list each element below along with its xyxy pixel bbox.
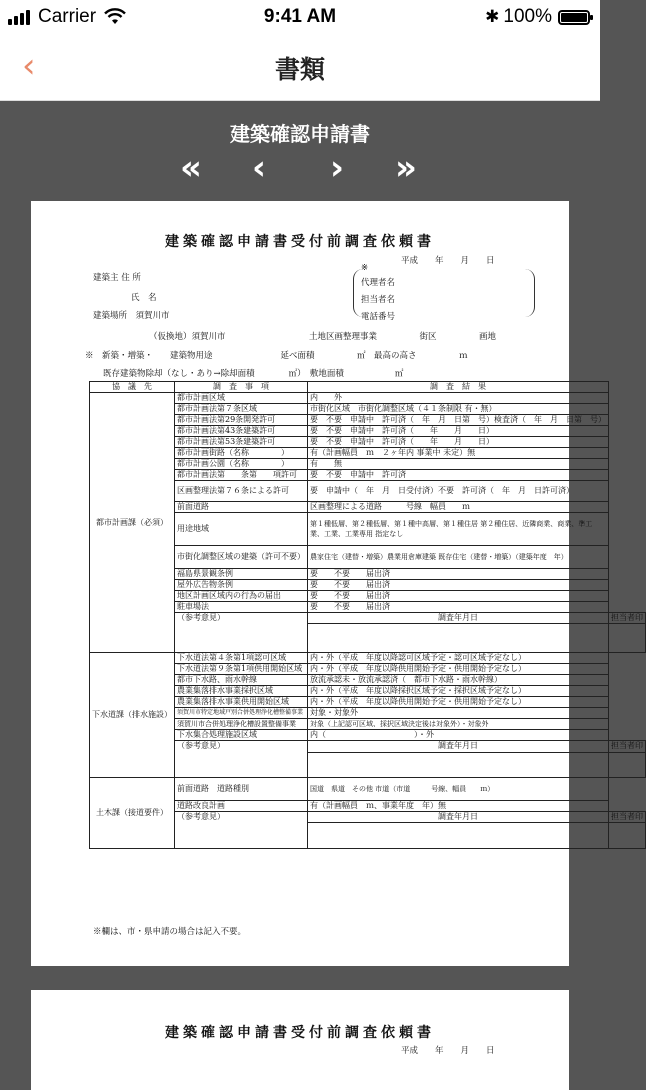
- header-item: 調 査 事 項: [175, 382, 308, 393]
- table-row: 土木課（接道要件） 前面道路 道路種別 国道 県道 その他 市道（市道 号線、幅員 ｍ）: [90, 778, 646, 801]
- header-dept: 協 議 先: [90, 382, 175, 393]
- table-row: 都市計画法第53条建築許可 要 不要 申請中 許可済（ 年 月 日）: [90, 437, 646, 448]
- page-navigator: [0, 148, 600, 192]
- back-button[interactable]: ‹: [22, 46, 36, 86]
- dept-city: 都市計画課（必須）: [90, 393, 175, 653]
- owner-name-label: 氏 名: [131, 293, 157, 303]
- use-row: ※ 新築・増築・ 建築物用途 延べ面積 ㎡ 最高の高さ ｍ: [85, 351, 468, 361]
- table-row: 地区計画区域内の行為の届出 要 不要 届出済: [90, 591, 646, 602]
- table-row: 都市計画法第７条区域 市街化区域 市街化調整区域（４１条制限 有・無）: [90, 404, 646, 415]
- last-page-button[interactable]: »: [395, 148, 417, 188]
- table-row: 道路改良計画 有（計画幅員 ｍ、事業年度 年）無: [90, 801, 646, 812]
- footnote: ※欄は、市・県申請の場合は記入不要。: [93, 927, 247, 937]
- form-title: 建築確認申請書受付前調査依頼書: [165, 234, 435, 250]
- demolish-row: 既存建築物除却（なし・あり→除却面積 ㎡） 敷地面積 ㎡: [103, 369, 404, 379]
- battery-area: [485, 6, 590, 28]
- dept-civil: 土木課（接道要件）: [90, 778, 175, 849]
- header-result: 調 査 結 果: [308, 382, 609, 393]
- table-row: 都市計画法第29条開発許可 要 不要 申請中 許可済（ 年 月 日第 号）検査済（ 年 月 日第 号）: [90, 415, 646, 426]
- table-row: 前面道路 区画整理による道路 号線 幅員 ｍ: [90, 502, 646, 513]
- bluetooth-icon: ✱: [485, 7, 500, 26]
- form-title-2: 建築確認申請書受付前調査依頼書: [165, 1025, 435, 1041]
- form-date-2: 平成 年 月 日: [401, 1046, 495, 1056]
- navigation-bar: [0, 34, 600, 101]
- table-row: 都市計画課（必須） 都市計画区域 内 外: [90, 393, 646, 404]
- table-row: 下水道法第９条第1項供用開始区域 内・外（平成 年度以降供用開始予定・供用開始予定なし）: [90, 664, 646, 675]
- page-title: 書類: [274, 55, 325, 84]
- owner-address-label: 建築主 住 所: [93, 273, 141, 283]
- site-label: 建築場所 須賀川市: [93, 311, 170, 321]
- table-row: 須賀川市特定地域戸別合併処理浄化槽整備事業 対象・対象外: [90, 708, 646, 719]
- agent-bracket: [353, 269, 535, 317]
- document-title: 建築確認申請書: [230, 122, 370, 146]
- person-label: 担当者名: [361, 295, 396, 305]
- form-date: 平成 年 月 日: [401, 256, 495, 266]
- survey-table: [89, 381, 646, 849]
- first-page-button[interactable]: «: [180, 148, 202, 188]
- table-row: 市街化調整区域の建築（許可不要） 農家住宅（建替・増築）農業用倉庫建築 既存住宅（建替・増築）（建築年度 年）: [90, 546, 646, 569]
- note-mark: ※: [361, 263, 369, 273]
- table-row: 農業集落排水事業供用開始区域 内・外（平成 年度以降供用開始予定・供用開始予定なし）: [90, 697, 646, 708]
- table-row: 福島県景観条例 要 不要 届出済: [90, 569, 646, 580]
- dept-sewer: 下水道課（排水施設）: [90, 653, 175, 778]
- table-row: 下水道課（排水施設） 下水道法第４条第1項認可区域 内・外（平成 年度以降認可区域予定・認可区域予定なし）: [90, 653, 646, 664]
- phone-label: 電話番号: [361, 312, 396, 322]
- table-row: 都市計画街路（名称 ） 有（計画幅員 ｍ ２ヶ年内 事業中 未定）無: [90, 448, 646, 459]
- table-row: 須賀川市合併処理浄化槽設置整備事業 対象（上記認可区域、採択区域決定後は対象外）・対象外: [90, 719, 646, 730]
- table-row: 都市下水路、雨水幹線 放流承認未・放流承認済（ 都市下水路・雨水幹線）: [90, 675, 646, 686]
- table-row: 用途地域 第１種低層、第２種低層、第１種中高層、第１種住居 第２種住居、近隣商業、商業、準工業、工業、工業専用 指定なし: [90, 513, 646, 546]
- tentative-label: （仮換地）須賀川市: [149, 332, 226, 342]
- table-row: 都市計画法第 条第 項許可 要 不要 申請中 許可済: [90, 470, 646, 481]
- carrier-label: Carrier: [38, 6, 97, 27]
- table-row: 下水集合処理施設区域 内（ ）・外: [90, 730, 646, 741]
- prev-page-button[interactable]: ‹: [252, 148, 267, 188]
- land-project-label: 土地区画整理事業 街区 画地: [309, 332, 497, 342]
- document-page-1[interactable]: [31, 201, 643, 966]
- table-row: （参考意見） 調査年月日 担当者印: [90, 741, 646, 753]
- battery-percent: 100%: [503, 6, 552, 27]
- status-bar: [0, 0, 600, 34]
- table-row: （参考意見） 調査年月日 担当者印: [90, 613, 646, 624]
- table-row: 都市計画公園（名称 ） 有 無: [90, 459, 646, 470]
- table-row: 屋外広告物条例 要 不要 届出済: [90, 580, 646, 591]
- next-page-button[interactable]: ›: [330, 148, 345, 188]
- table-row: （参考意見） 調査年月日 担当者印: [90, 812, 646, 823]
- table-row: 都市計画法第43条建築許可 要 不要 申請中 許可済（ 年 月 日）: [90, 426, 646, 437]
- table-row: 駐車場法 要 不要 届出済: [90, 602, 646, 613]
- table-row: 農業集落排水事業採択区域 内・外（平成 年度以降採択区域予定・採択区域予定なし）: [90, 686, 646, 697]
- battery-icon: [558, 10, 590, 25]
- agent-label: 代理者名: [361, 278, 396, 288]
- table-row: 区画整理法第７６条による許可 要 申請中（ 年 月 日受付済）不要 許可済（ 年 月 日許可済）: [90, 481, 646, 502]
- document-page-2[interactable]: [31, 990, 569, 1090]
- clock: 9:41 AM: [263, 6, 337, 27]
